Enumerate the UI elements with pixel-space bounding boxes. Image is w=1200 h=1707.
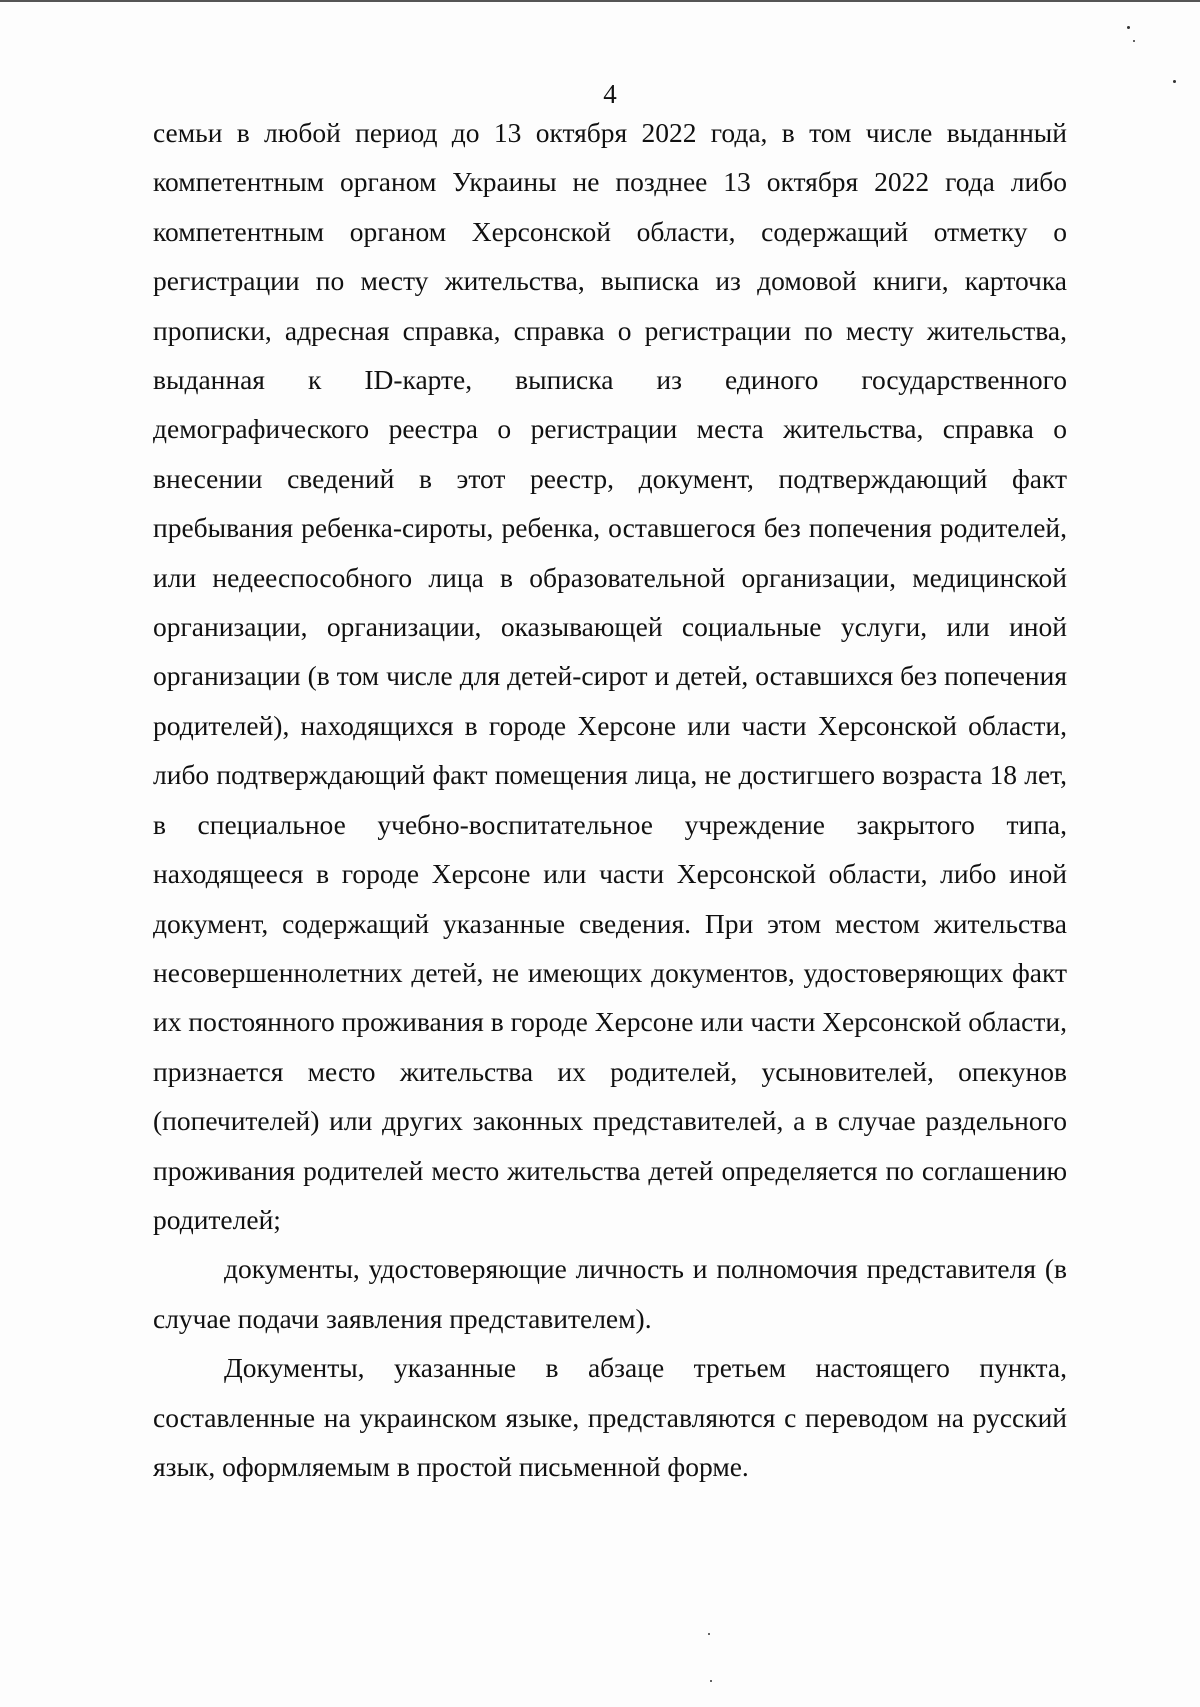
paragraph-2: документы, удостоверяющие личность и полномочия представителя (в случае подачи заявления представителем). [153,1253,1067,1334]
page-number: 4 [603,79,617,109]
paragraph-3: Документы, указанные в абзаце третьем настоящего пункта, составленные на украинском языке, представляются с переводом на русский язык, оформляемым в простой письменной форме. [153,1352,1067,1482]
paragraph-1: семьи в любой период до 13 октября 2022 года, в том числе выданный компетентным органом Украины не позднее 13 октября 2022 года либо компетентным органом Херсонской области, содержащий отметку о регистрации по месту жительства, выписка из домовой книги, карточка прописки, адресная справка, справка о регистрации по месту жительства, выданная к ID-карте, выписка из единого государственного демографического реестра о регистрации места жительства, справка о внесении сведений в этот реестр, документ, подтверждающий факт пребывания ребенка-сироты, ребенка, оставшегося без попечения родителей, или недееспособного лица в образовательной организации, медицинской организации, организации, оказывающей социальные услуги, или иной организации (в том числе для детей-сирот и детей, оставшихся без попечения родителей), находящихся в городе Херсоне или части Херсонской области, либо подтверждающий факт помещения лица, не достигшего возраста 18 лет, в специальное учебно-воспитательное учреждение закрытого типа, находящееся в городе Херсоне или части Херсонской области, либо иной документ, содержащий указанные сведения. При этом местом жительства несовершеннолетних детей, не имеющих документов, удостоверяющих факт их постоянного проживания в городе Херсоне или части Херсонской области, признается место жительства их родителей, усыновителей, опекунов (попечителей) или других законных представителей, а в случае раздельного проживания родителей место жительства детей определяется по соглашению родителей; [153,117,1067,1235]
scan-speck [1133,40,1135,42]
top-scan-edge [0,0,1200,2]
scan-speck [708,1633,710,1635]
scan-speck [1173,80,1176,83]
scan-speck [1127,26,1130,29]
document-body [153,108,1067,1491]
scan-speck [710,1680,712,1682]
